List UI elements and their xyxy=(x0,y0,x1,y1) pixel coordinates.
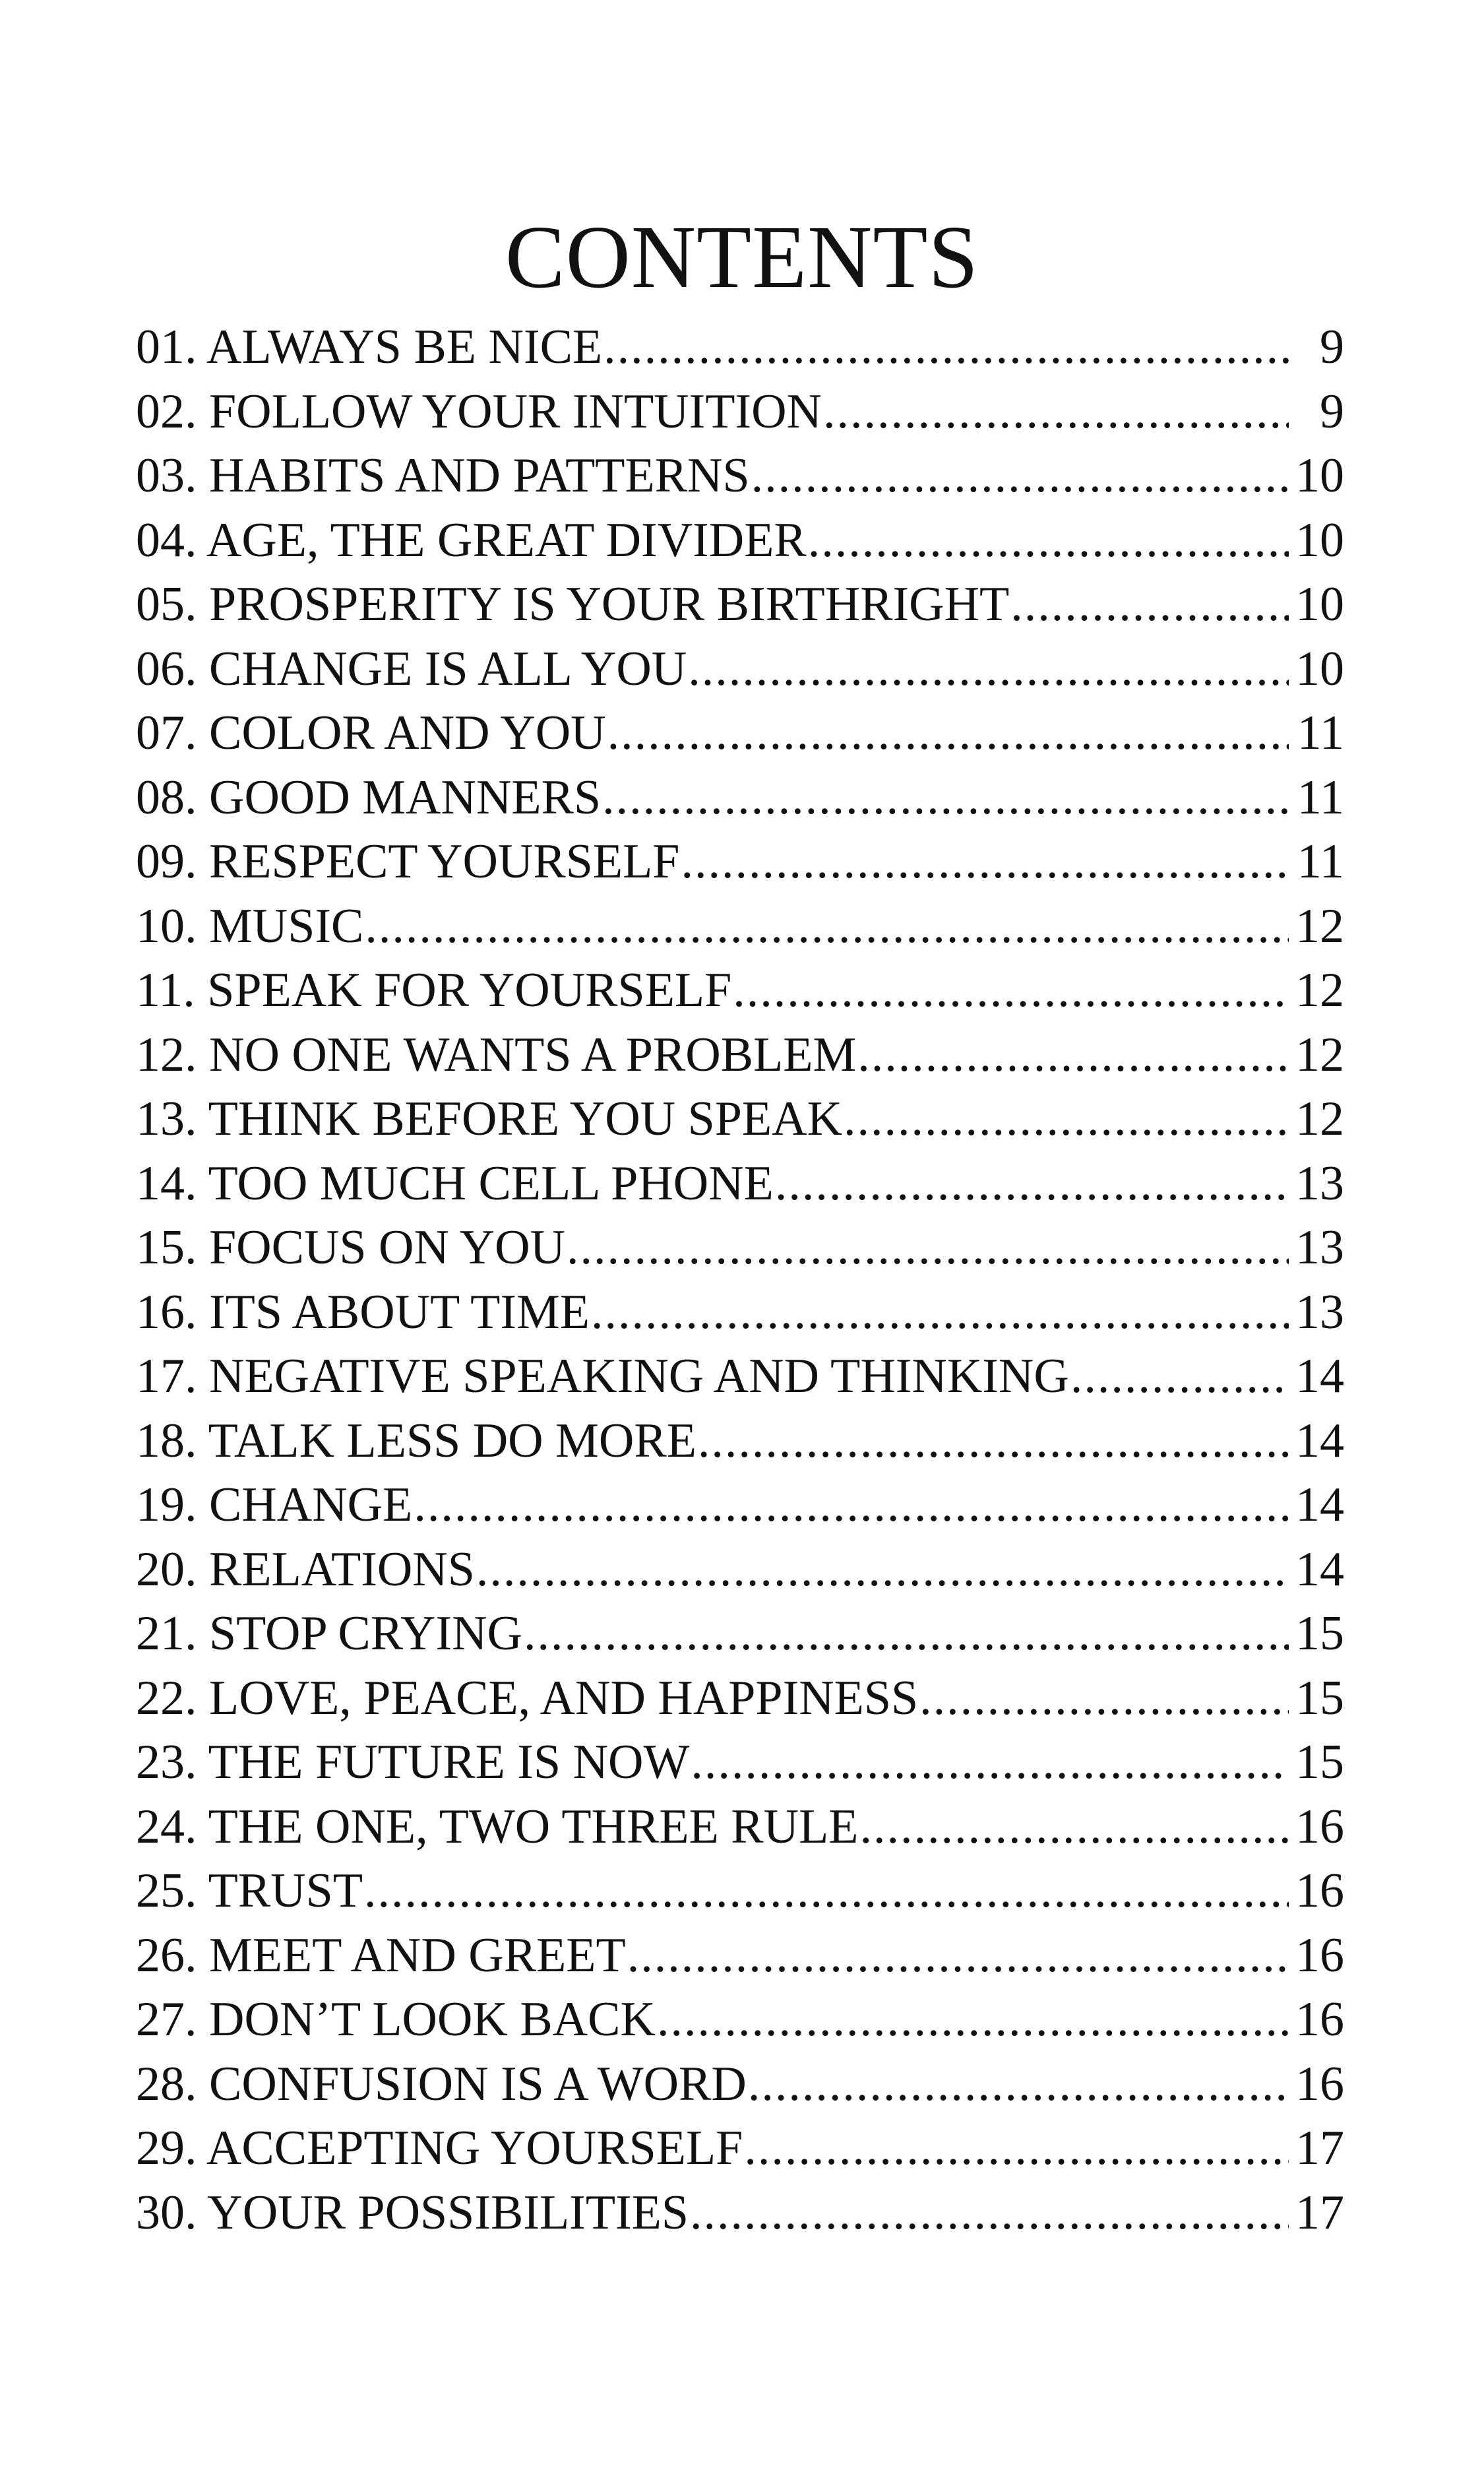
dot-leader xyxy=(857,1023,1289,1088)
dot-leader xyxy=(808,509,1289,573)
dot-leader xyxy=(690,2181,1289,2246)
dot-leader xyxy=(681,830,1289,895)
toc-entry-title: 07. COLOR AND YOU xyxy=(136,706,606,760)
toc-entry-title: 11. SPEAK FOR YOURSELF xyxy=(136,963,732,1017)
toc-entry xyxy=(136,1859,1344,1924)
toc-entry-page-number: 17 xyxy=(1295,2185,1344,2240)
toc-entry xyxy=(136,1345,1344,1409)
toc-entry-page-number: 11 xyxy=(1297,835,1344,889)
toc-entry-page-number: 14 xyxy=(1295,1478,1344,1532)
toc-entry xyxy=(136,1988,1344,2052)
toc-entry-title: 24. THE ONE, TWO THREE RULE xyxy=(136,1799,859,1854)
toc-entry-page-number: 10 xyxy=(1295,449,1344,503)
dot-leader xyxy=(591,1281,1289,1345)
toc-entry-page-number: 14 xyxy=(1295,1413,1344,1468)
dot-leader xyxy=(823,380,1289,445)
toc-entry xyxy=(136,637,1344,702)
toc-entry-page-number: 15 xyxy=(1295,1670,1344,1725)
dot-leader xyxy=(748,2052,1289,2117)
dot-leader xyxy=(602,766,1289,831)
dot-leader xyxy=(1070,1345,1289,1409)
toc-entry xyxy=(136,2116,1344,2181)
toc-entry-page-number: 13 xyxy=(1295,1221,1344,1275)
toc-entry xyxy=(136,895,1344,959)
toc-entry-page-number: 12 xyxy=(1295,1092,1344,1146)
toc-entry xyxy=(136,1023,1344,1088)
toc-entry xyxy=(136,830,1344,895)
toc-entry xyxy=(136,959,1344,1023)
toc-entry xyxy=(136,1666,1344,1731)
toc-entry xyxy=(136,509,1344,573)
toc-entry xyxy=(136,2181,1344,2246)
toc-entry-title: 30. YOUR POSSIBILITIES xyxy=(136,2185,689,2240)
toc-entry-page-number: 17 xyxy=(1295,2121,1344,2175)
toc-entry-title: 03. HABITS AND PATTERNS xyxy=(136,449,750,503)
dot-leader xyxy=(744,2116,1289,2181)
toc-entry-title: 22. LOVE, PEACE, AND HAPPINESS xyxy=(136,1670,919,1725)
toc-entry-page-number: 16 xyxy=(1295,1864,1344,1918)
toc-entry xyxy=(136,1409,1344,1474)
dot-leader xyxy=(860,1795,1289,1860)
toc-entry-title: 15. FOCUS ON YOU xyxy=(136,1221,566,1275)
toc-entry xyxy=(136,573,1344,637)
dot-leader xyxy=(698,1409,1289,1474)
toc-entry xyxy=(136,701,1344,766)
toc-entry-page-number: 9 xyxy=(1320,384,1344,439)
toc-entry xyxy=(136,1538,1344,1602)
toc-entry-title: 25. TRUST xyxy=(136,1864,363,1918)
toc-entry xyxy=(136,380,1344,445)
toc-entry xyxy=(136,766,1344,831)
table-of-contents xyxy=(136,315,1344,2245)
toc-entry xyxy=(136,1473,1344,1538)
toc-entry xyxy=(136,1087,1344,1152)
dot-leader xyxy=(691,1730,1289,1795)
toc-entry-title: 09. RESPECT YOURSELF xyxy=(136,835,680,889)
toc-entry-title: 20. RELATIONS xyxy=(136,1542,475,1597)
toc-entry xyxy=(136,315,1344,380)
toc-entry-page-number: 16 xyxy=(1295,2056,1344,2111)
toc-entry xyxy=(136,2052,1344,2117)
toc-entry-page-number: 13 xyxy=(1295,1156,1344,1211)
toc-entry-title: 28. CONFUSION IS A WORD xyxy=(136,2056,747,2111)
toc-entry-page-number: 13 xyxy=(1295,1285,1344,1339)
dot-leader xyxy=(657,1988,1289,2052)
toc-entry-title: 02. FOLLOW YOUR INTUITION xyxy=(136,384,822,439)
toc-entry-title: 10. MUSIC xyxy=(136,899,364,953)
toc-entry-page-number: 15 xyxy=(1295,1606,1344,1661)
dot-leader xyxy=(1010,573,1289,637)
toc-entry-page-number: 16 xyxy=(1295,1928,1344,1982)
toc-entry-title: 08. GOOD MANNERS xyxy=(136,770,602,825)
toc-entry-page-number: 16 xyxy=(1295,1799,1344,1854)
toc-entry-page-number: 12 xyxy=(1295,899,1344,953)
dot-leader xyxy=(567,1216,1289,1281)
toc-entry-title: 12. NO ONE WANTS A PROBLEM xyxy=(136,1027,857,1082)
toc-entry-page-number: 11 xyxy=(1297,770,1344,825)
dot-leader xyxy=(844,1087,1289,1152)
dot-leader xyxy=(524,1602,1289,1666)
toc-entry-page-number: 9 xyxy=(1320,320,1344,374)
toc-entry-page-number: 12 xyxy=(1295,1027,1344,1082)
toc-entry xyxy=(136,444,1344,509)
dot-leader xyxy=(919,1666,1289,1731)
toc-entry-page-number: 16 xyxy=(1295,1992,1344,2046)
contents-heading: CONTENTS xyxy=(505,208,979,307)
toc-entry xyxy=(136,1730,1344,1795)
dot-leader xyxy=(476,1538,1289,1602)
toc-entry-title: 01. ALWAYS BE NICE xyxy=(136,320,603,374)
toc-entry-page-number: 14 xyxy=(1295,1349,1344,1403)
dot-leader xyxy=(751,444,1289,509)
dot-leader xyxy=(733,959,1289,1023)
toc-entry-title: 19. CHANGE xyxy=(136,1478,413,1532)
toc-entry-title: 06. CHANGE IS ALL YOU xyxy=(136,641,687,696)
dot-leader xyxy=(364,1859,1289,1924)
toc-entry-page-number: 10 xyxy=(1295,577,1344,631)
toc-entry-title: 27. DON’T LOOK BACK xyxy=(136,1992,656,2046)
toc-entry-title: 26. MEET AND GREET xyxy=(136,1928,626,1982)
toc-entry-title: 04. AGE, THE GREAT DIVIDER xyxy=(136,513,807,567)
dot-leader xyxy=(627,1924,1289,1988)
toc-entry xyxy=(136,1795,1344,1860)
toc-entry-title: 17. NEGATIVE SPEAKING AND THINKING xyxy=(136,1349,1069,1403)
toc-entry-title: 13. THINK BEFORE YOU SPEAK xyxy=(136,1092,843,1146)
dot-leader xyxy=(603,315,1289,380)
toc-entry-page-number: 14 xyxy=(1295,1542,1344,1597)
dot-leader xyxy=(414,1473,1289,1538)
toc-entry xyxy=(136,1924,1344,1988)
toc-entry xyxy=(136,1602,1344,1666)
toc-entry-title: 21. STOP CRYING xyxy=(136,1606,522,1661)
toc-entry xyxy=(136,1216,1344,1281)
toc-entry-title: 23. THE FUTURE IS NOW xyxy=(136,1735,690,1789)
toc-entry-page-number: 10 xyxy=(1295,641,1344,696)
toc-entry-title: 29. ACCEPTING YOURSELF xyxy=(136,2121,743,2175)
dot-leader xyxy=(365,895,1289,959)
dot-leader xyxy=(688,637,1289,702)
toc-entry-title: 14. TOO MUCH CELL PHONE xyxy=(136,1156,774,1211)
toc-entry-title: 05. PROSPERITY IS YOUR BIRTHRIGHT xyxy=(136,577,1010,631)
toc-entry xyxy=(136,1281,1344,1345)
toc-entry-page-number: 15 xyxy=(1295,1735,1344,1789)
toc-entry-title: 18. TALK LESS DO MORE xyxy=(136,1413,696,1468)
dot-leader xyxy=(775,1152,1289,1217)
toc-entry-page-number: 12 xyxy=(1295,963,1344,1017)
toc-entry-page-number: 11 xyxy=(1297,706,1344,760)
dot-leader xyxy=(607,701,1289,766)
toc-entry-page-number: 10 xyxy=(1295,513,1344,567)
toc-entry xyxy=(136,1152,1344,1217)
toc-entry-title: 16. ITS ABOUT TIME xyxy=(136,1285,590,1339)
